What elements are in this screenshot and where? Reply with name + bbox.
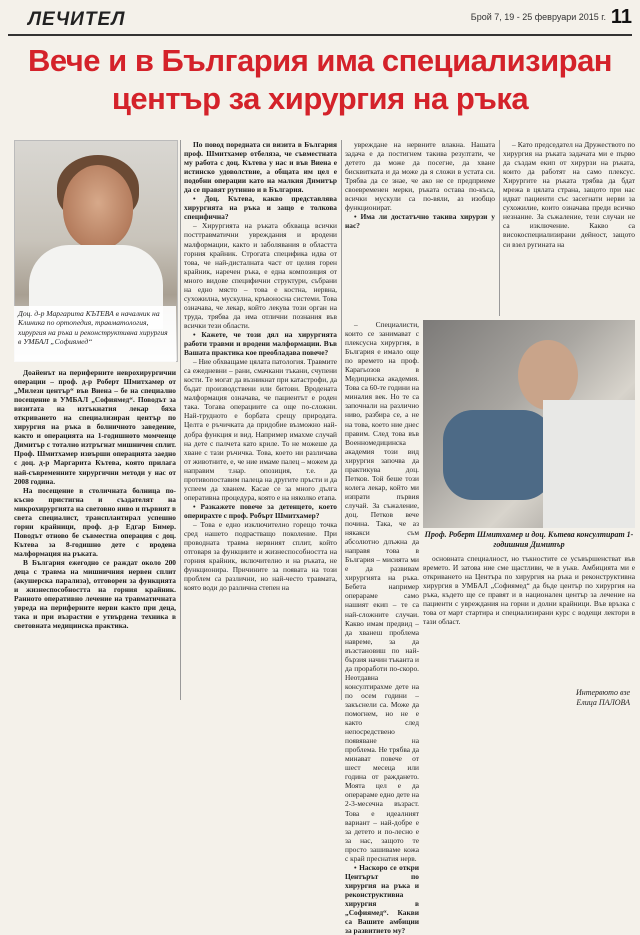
article-paragraph: По повод поредната си визита в България проф. Шмитхамер отбеляза, че съвместната му работа с доц. Кътева у нас и във Виена е истинско удоволствие, а общата им цел е подобни операции като на малкия Димитър да се правят рутинно и в България.	[184, 140, 337, 195]
page-number: 11	[610, 6, 632, 28]
column-1	[14, 368, 176, 702]
article-paragraph: На посещение в столичната болница по-късно пристигна и създателят на микрохирургията на световно ниво и първият в света специалист, трансплантирал успешно горни крайници, проф. д-р Едгар Бимер. Поводът отново бе съвместна операция с доц. Кътева за 8-годишно дете с вродена малформация на ръката.	[14, 485, 176, 558]
headline-line-2: център за хирургия на ръка	[111, 81, 529, 116]
masthead	[8, 6, 632, 36]
column-rule	[180, 140, 181, 700]
byline-author: Елица ПАЛОВА	[576, 697, 630, 707]
consultation-photo	[423, 320, 635, 528]
column-4-top	[503, 140, 635, 316]
consultation-caption: Проф. Роберт Шмитхамер и доц. Кътева консултират 1-годишния Димитър	[424, 530, 634, 549]
column-3-top	[345, 140, 495, 316]
article-paragraph: – Хирургията на ръката обхваща всички посттравматични увреждания и вродени малформации, както и заболявания в областта горния крайник. Строгата специфика идва от това, че най-дисталната част от целия горен крайник, наречен ръка, е една композиция от много видове специфични структури, събрани на едно място – това е костна, нервна, сухожилна, мускулна, кръвоносна системи. Това означава, че лекар, който лекува този орган на труда, трябва да има отлични познания във всички тези области.	[184, 221, 337, 330]
column-2	[184, 140, 337, 702]
article-paragraph: увреждане на нервните влакна. Нашата задача е да постигнем такива резултати, че детето да може да посегне, да хване бисквитката и да може да я сложи в устата си. Трябва да се знае, че ако не се предприеме своевременен мерки, ръката остава по-къса, всички мускули са по-вяли, аз изобщо функционират.	[345, 140, 495, 213]
section-title: ЛЕЧИТЕЛ	[28, 9, 126, 30]
article-paragraph: • Има ли достатъчно такива хирурзи у нас?	[345, 212, 495, 231]
article-paragraph: основната специалност, но тъкностите се усъвършенстват във времето. И затова ние сме щастливи, че в уъкв. Амбицията ми е откриването на Центъра по хирургия на ръка и реконструктивна хирургия в УМБАЛ „Софиямед“ да бъде център по хирургия на ръка, където ще се правят и в национален център за лечение на пациенти с увреждания на горни и долни крайници. Във връзка с това от март стартира и специализирани курс с водещи лектори в тази област.	[423, 554, 635, 627]
article-paragraph: • Кажете, че този дял на хирургията работи травми и вродени малформации. Във Вашата практика кое преобладава повече?	[184, 329, 337, 358]
article-paragraph: • Доц. Кътева, какво представлява хирургията на ръка и защо е толкова специфична?	[184, 194, 337, 222]
issue-info: Брой 7, 19 - 25 февруари 2015 г.	[470, 12, 606, 22]
article-paragraph: – Ние обхващаме цялата патология. Травмите са ежедневни – рани, смачкани тъкани, счупени кости. Те могат да възникнат при катастрофи, да бъдат производствени или битови. Вродената малформация означава, че пациентът е роден така. Тогава операциите са още по-сложни. Най-трудното е борбата срещу природата. Целта е ръчичката да придобие възможно най-добра функция и вид. Например имахме случай на дете с палчета като криле. То не можеше да хване с тази ръчичка. Това, което ни различава от животните, е, че ние имаме палец – можем да направим т.нар. опозиция, т.е. да противопоставим палеца на другите пръсти и да успеем да хванем. Касае се за много дълга оперативна процедура, която е на няколко етапа.	[184, 357, 337, 502]
headline-line-1: Вече и в България има специализиран	[27, 43, 613, 78]
byline	[480, 688, 630, 707]
article-headline	[10, 42, 630, 118]
column-4-bottom	[423, 554, 635, 684]
article-paragraph: • Наскоро се откри Центърът по хирургия на ръка и реконструктивна хирургия в „Софиямед“. Какви са Вашите амбиции за развитието му?	[345, 862, 419, 935]
photo-figure-coat	[543, 400, 635, 528]
column-rule	[341, 140, 342, 700]
portrait-face	[63, 165, 133, 249]
byline-label: Интервюто взе	[575, 688, 630, 697]
portrait-caption: Доц. д-р Маргарита КЪТЕВА в началник на Клиника по ортопедия, травматология, хирургия на ръка и реконструктивна хирургия в УМБАЛ „Софиямед“	[14, 306, 176, 362]
article-paragraph: – Като председател на Дружеството по хирургия на ръката задачата ми е първо да създам екип от хирурзи на ръката, които да работят на само плексус. Хирургите на ръката трябва да бдат мрежа в цялата страна, защото при нас идват пациенти със засегнати нерви за сухожилие, които означава преди всичко незнание. За съжаление, тези случаи не са изключение. Какво са високоспециализирани дейност, защото си взел ругината на	[503, 140, 635, 249]
article-paragraph: Доайенът на периферните неврохирургични операции – проф. д-р Роберт Шмитхамер от „Милези център“ във Виена – бе на специално посещение в УМБАЛ „Софиямед“. Поводът за визитата на изтъкнатия лекар бяха откриването на специализиран център по хирургия на ръка в болничното заведение, както и операцията на 1-годишното момченце Димитър с тотално изтръгнат мишничен сплит. Проф. Шмитхамер извърши операцията заедно с доц. д-р Маргарита Кътева, която прилага най-съвременните хирургични методи у нас от 2008 година.	[14, 368, 176, 486]
column-3-bottom	[345, 320, 419, 935]
article-paragraph: – Това е едно изключително горещо точка сред нашето подрастващо поколение. При проводната травма нервният сплит, който отговаря за функциите и жизнеспособността на горния крайник, включително и на ръката, не функционира. Причините за появата на този проблем са различни, но най-често травмата, която води до различна степен на	[184, 519, 337, 593]
article-paragraph: – Специалисти, които се занимават с плексусна хирургия, в България е имало още по времето на проф. Карагьозов в Медицинска академия. Това са 60-те години на миналия век. Но те са започнали на различно ниво, разбира се, а не на това, което ние днес правим. След това във Военномедицинска академия този вид хирургия започва да практикува доц. Петков. Той беше този колега лекар, който ми изпрати първия случай. За съжаление, доц. Петков вече почина. Така, че аз някакси съм абсолютно длъжна да направя това в България – мисията ми е да развивам хирургията на ръка. Бебета например операраме само нашият екип – те са най-сложните случаи. Какво имам предвид – да хванеш проблема навреме, за да възстановиш по най-бързия начин тъканта и да проработи по-скоро. Неотдавна консултирахме дете на по осем години – закъснели са. Може да помогнем, но не е както след непосредствено появяване на проблема. Не трябва да минават повече от шест месеца или година от раждането. Моята цел е да операраме едно дете на 2-3-месечна възраст. Това е идеалният вариант – най-добре е за детето и по-лесно е за нас, защото те просто зашиваме кожа с край преснатия нерв.	[345, 320, 419, 863]
article-paragraph: В България ежегодно се раждат около 200 деца с травма на мишничния нервен сплит (акушерска парализа), отговорен за функцията и жизнеспособността на горния крайник. Ранното оперативно лечение на травматичната увреда на периферните нерви както при деца, така и при възрастни е утвърдена техника в световната медицинска практика.	[14, 557, 176, 631]
article-paragraph: • Разкажете повече за детенцето, което оперирахте с проф. Робърт Шмитхамер?	[184, 501, 337, 520]
column-rule	[499, 140, 500, 316]
photo-figure-body	[443, 410, 553, 500]
